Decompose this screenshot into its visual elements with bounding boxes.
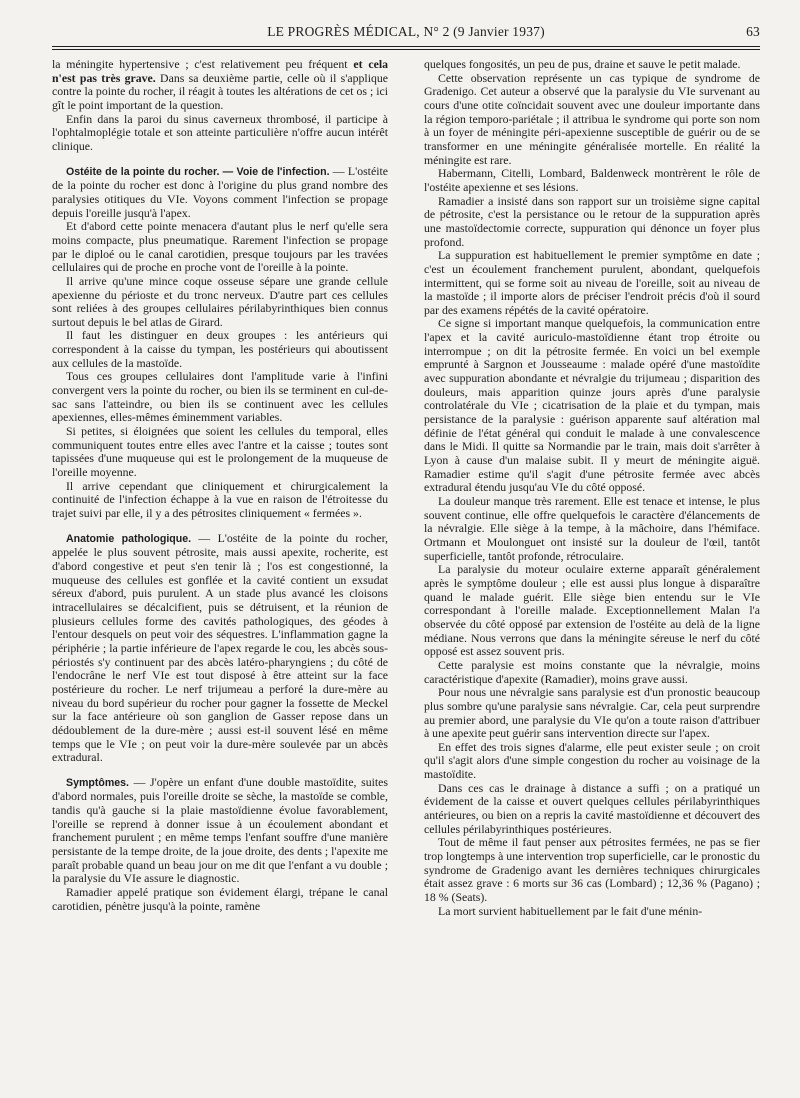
- running-head: [52, 24, 760, 46]
- text-run: Dans sa deuxième partie, celle où il s'applique contre la pointe du rocher, il réagit à toutes les altérations de cet os ; ici gît le point important de la question.: [52, 70, 388, 112]
- paragraph: quelques fongosités, un peu de pus, draine et sauve le petit malade.: [424, 58, 741, 71]
- paragraph: Ce signe si important manque quelquefois, la communication entre l'apex et la cavité auriculo-mastoïdienne étant trop étroite ou interrompue ; on dit la pétrosite fermée. En voici un bel exemple emprunté à Sargnon et Jousseaume : malade opéré d'une mastoïdite avec suppuration abondante et névralgie du trijumeau ; disparition des douleurs, mais apparition quinze jours après d'une paralysie controlatérale du VIe ; cicatrisation de la plaie et du tympan, mais persistance de la paralysie : guérison apparente sauf altération mal définie de l'état général qui conduit le malade à une convalescence dans le Midi. Il quitte sa Normandie par le train, mais doit s'arrêter à Lyon à cause d'un malaise subit. Il y meurt de méningite aiguë. Ramadier estime qu'il s'agit d'une pétrosite fermée avec abcès extradural étendu jusqu'au VIe du côté opposé.: [424, 316, 760, 495]
- paragraph: La douleur manque très rarement. Elle est tenace et intense, le plus souvent continue, elle offre quelquefois le caractère d'élancements de la névralgie. Elle siège à la tempe, à la mâchoire, dans l'hémiface. Ortmann et Moulonguet ont insisté sur la douleur de l'œil, tantôt superficielle, tantôt profonde, rétroculaire.: [424, 494, 760, 563]
- paragraph: La paralysie du moteur oculaire externe apparaît généralement après le symptôme douleur ; elle est aussi plus longue à disparaître quand le malade guérit. Elle siège bien entendu sur le VIe correspondant à l'oreille malade. Exceptionnellement Malan l'a observée du côté opposé par extension de l'ostéite au delà de la ligne médiane. Nous verrons que dans la méningite séreuse le nerf du côté opposé est assez souvent pris.: [424, 562, 760, 659]
- paragraph: Pour nous une névralgie sans paralysie est d'un pronostic beaucoup plus sombre qu'une paralysie sans névralgie. Car, cela peut surprendre au premier abord, une paralysie du VIe qu'on a toute raison d'attribuer à une apexite peut guérir sans intervention directe sur l'apex.: [424, 685, 760, 741]
- paragraph: En effet des trois signes d'alarme, elle peut exister seule ; on croit qu'il s'agit alors d'une simple congestion du rocher au voisinage de la mastoïdite.: [424, 739, 760, 782]
- journal-title: LE PROGRÈS MÉDICAL, N° 2 (9 Janvier 1937): [267, 24, 545, 39]
- paragraph-text: — J'opère un enfant d'une double mastoïdite, suites d'abord normales, puis l'oreille droite se sèche, la mastoïde se comble, tandis qu'à gauche si la plaie mastoïdienne évolue favorablement, l'oreille se reprend à donner issue à un écoulement abondant et franchement purulent ; en même temps l'enfant souffre d'une manière persistante de la tempe droite, de la joue droite, des dents ; l'apexite me paraît probable quand un beau jour on me dit que l'enfant a vu double ; la paralysie du VIe assure le diagnostic.: [52, 774, 388, 886]
- paragraph: Tout de même il faut penser aux pétrosites fermées, ne pas se fier trop longtemps à une intervention trop superficielle, car le pronostic du syndrome de Gradenigo avant les dernières techniques chirurgicales était assez grave : 6 morts sur 36 cas (Lombard) ; 12,36 % (Pagano) ; 18 % (Seats).: [424, 835, 760, 905]
- paragraph: Si petites, si éloignées que soient les cellules du temporal, elles communiquent toutes entre elles avec l'antre et la caisse ; toutes sont tapissées d'une muqueuse qui est le prolongement de la muqueuse de l'oreille moyenne.: [52, 424, 388, 480]
- paragraph: Il arrive qu'une mince coque osseuse sépare une grande cellule apexienne du périoste et du tronc nerveux. D'autre part ces cellules sont reliées à des groupes cellulaires périlabyrinthiques bien connus surtout depuis le bel atlas de Girard.: [52, 273, 388, 329]
- paragraph-text: — L'ostéite de la pointe du rocher, appelée le plus souvent pétrosite, mais aussi apexite, rocherite, est d'abord congestive et peut s'en tenir là ; l'os est congestionné, la muqueuse des cellules est gonflée et la cavité contient un exsudat séreux d'abord, puis purulent. A un stade plus avancé les cloisons intracellulaires se décalcifient, puis se détruisent, et la réunion de plusieurs cellules forme des cavités pathologiques, des géodes à l'entour desquels on peut voir des séquestres. L'inflammation gagne la périphérie ; la partie inférieure de l'apex regarde le cou, les abcès sous-périostés s'y continuent par des abcès latéro-pharyngiens ; du côté de l'endocrâne le nerf VIe est tout disposé à être atteint sur la face postérieure du rocher. Le nerf trijumeau a perforé la dure-mère au niveau du bord supérieur du rocher pour gagner la fossette de Meckel sur la face antérieure où son ganglion de Gasser repose dans un dédoublement de la dure-mère ; aussi est-il souvent lésé en même temps que le VIe ; on peut voir la dure-mère soulevée par un abcès extradural.: [52, 530, 388, 765]
- page-number: 63: [746, 24, 760, 39]
- section-heading: Anatomie pathologique.: [66, 532, 192, 545]
- paragraph: Enfin dans la paroi du sinus caverneux thrombosé, il participe à l'ophtalmoplégie totale et son atteinte particulière n'offre aucun intérêt clinique.: [52, 111, 388, 153]
- section-heading: Ostéite de la pointe du rocher. — Voie de l'infection.: [66, 165, 330, 178]
- text-run: la méningite hypertensive ; c'est relativement peu fréquent: [52, 58, 354, 71]
- paragraph: Cette observation représente un cas typique de syndrome de Gradenigo. Cet auteur a observé que la paralysie du VIe survenant au cours d'une otite coïncidait souvent avec une douleur importante dans la région temporo-pariétale ; il attribua le syndrome qui porte son nom à un foyer de méningite péri-apexienne susceptible de guérir ou de se transformer en une méningite généralisée mortelle. En réalité la méningite est rare.: [424, 70, 760, 167]
- paragraph: Il arrive cependant que cliniquement et chirurgicalement la continuité de l'infection échappe à la vue en raison de l'étroitesse du trajet suivi par elle, il y a des pétrosites cliniquement « fermées ».: [52, 478, 388, 520]
- paragraph: Et d'abord cette pointe menacera d'autant plus le nerf qu'elle sera moins compacte, plus pneumatique. Rarement l'infection se propage par le diploé ou le canal carotidien, presque toujours par les travées cellulaires qui de proche en proche vont de l'oreille à la pointe.: [52, 219, 388, 275]
- paragraph: Cette paralysie est moins constante que la névralgie, moins caractéristique d'apexite (Ramadier), moins grave aussi.: [424, 657, 760, 686]
- paragraph: Tous ces groupes cellulaires dont l'amplitude varie à l'infini convergent vers la pointe du rocher, ou bien ils se terminent en cul-de-sac sans l'atteindre, ou bien ils se continuent avec les cellules apexiennes, elles-mêmes éminemment variables.: [52, 369, 388, 425]
- header-rule-bottom: [52, 49, 760, 50]
- right-column: [424, 58, 760, 1088]
- bold-text-run: et cela n'est pas très grave.: [52, 58, 388, 85]
- paragraph: Habermann, Citelli, Lombard, Baldenweck montrèrent le rôle de l'ostéite apexienne et ses lésions.: [424, 166, 760, 194]
- paragraph: Il faut les distinguer en deux groupes : les antérieurs qui correspondent à la caisse du tympan, les postérieurs qui aboutissent aux cellules de la mastoïde.: [52, 328, 388, 370]
- paragraph: Dans ces cas le drainage à distance a suffi ; on a pratiqué un évidement de la caisse et ouvert quelques cellules périlabyrinthiques antérieures, ou bien on a repris la cavité mastoïdienne et découvert des cellules périlabyrinthiques postérieures.: [424, 780, 760, 836]
- section-osteite: [52, 165, 388, 221]
- section-symptomes: [52, 776, 388, 886]
- header-rule-top: [52, 46, 760, 47]
- paragraph: Ramadier a insisté dans son rapport sur un troisième signe capital de pétrosite, c'est la persistance ou le retour de la suppuration après une mastoïdectomie correcte, suppuration qui dénonce un foyer plus profond.: [424, 193, 760, 249]
- paragraph: La mort survient habituellement par le fait d'une ménin-: [438, 903, 703, 918]
- paragraph: Ramadier appelé pratique son évidement élargi, trépane le canal carotidien, pénètre jusqu'à la pointe, ramène: [52, 885, 388, 913]
- left-column: [52, 58, 388, 1088]
- section-anatomie: [52, 532, 388, 765]
- section-heading: Symptômes.: [66, 776, 129, 789]
- paragraph: [52, 58, 388, 113]
- paragraph-text: — L'ostéite de la pointe du rocher est donc à l'origine du plus grand nombre des paralysies otitiques du VIe. Voyons comment l'infection se propage depuis l'oreille jusqu'à l'apex.: [52, 163, 388, 220]
- paragraph: La suppuration est habituellement le premier symptôme en date ; c'est un écoulement franchement purulent, abondant, quelquefois intermittent, qui se forme soit au niveau de l'oreille, soit au niveau de la mastoïde ; il importe alors de préciser l'endroit précis d'où il sourd par des examens répétés de la cavité opératoire.: [424, 248, 760, 317]
